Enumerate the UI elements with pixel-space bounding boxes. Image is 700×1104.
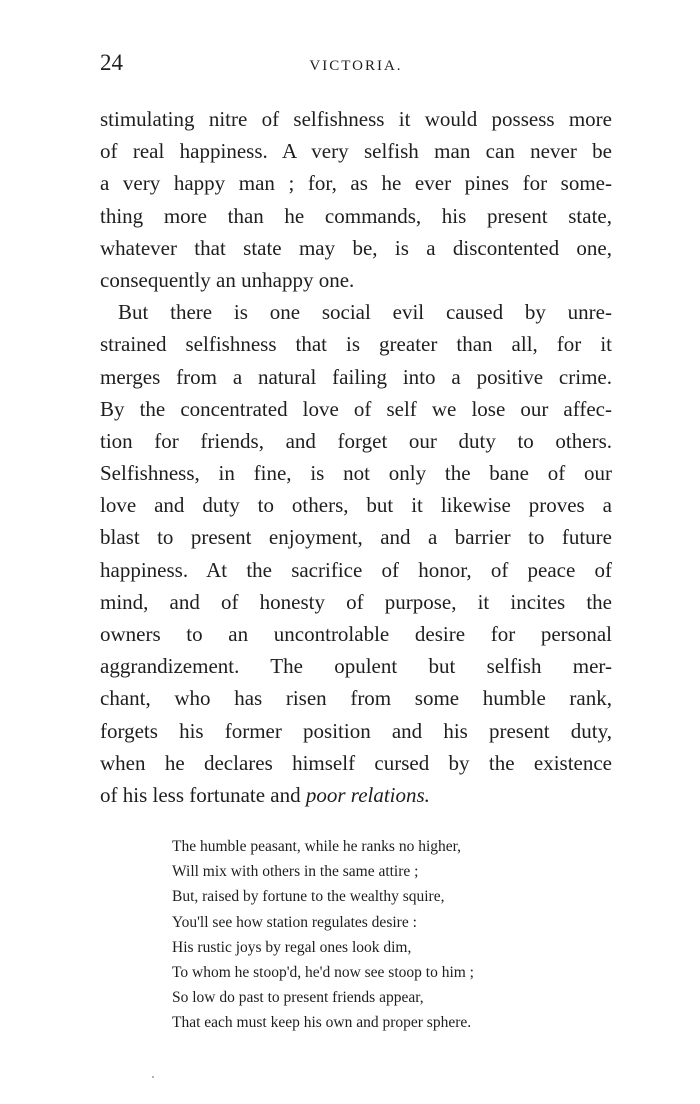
text-line: owners to an uncontrolable desire for personal bbox=[100, 622, 612, 646]
text-line: chant, who has risen from some humble rank, bbox=[100, 686, 612, 711]
paragraph-1 bbox=[100, 103, 612, 296]
running-title: VICTORIA. bbox=[309, 58, 403, 74]
verse-line: But, raised by fortune to the wealthy squire, bbox=[172, 888, 445, 906]
paper-speck bbox=[152, 1076, 154, 1078]
text-line: consequently an unhappy one. bbox=[100, 267, 355, 292]
text-line: mind, and of honesty of purpose, it incites the bbox=[100, 589, 612, 614]
verse-line: So low do past to present friends appear, bbox=[172, 989, 424, 1007]
text-line-final bbox=[100, 779, 612, 811]
text-line: love and duty to others, but it likewise proves a bbox=[100, 493, 612, 518]
verse-line: You'll see how station regulates desire : bbox=[172, 913, 417, 931]
verse-block bbox=[172, 834, 552, 1036]
text-line: aggrandizement. The opulent but selfish mer- bbox=[100, 654, 612, 679]
verse-line: That each must keep his own and proper sphere. bbox=[172, 1014, 472, 1032]
text-line: tion for friends, and forget our duty to others. bbox=[100, 428, 612, 453]
text-line: of real happiness. A very selfish man can never be bbox=[100, 139, 612, 164]
verse-line: To whom he stoop'd, he'd now see stoop to him ; bbox=[172, 963, 474, 981]
text-line: when he declares himself cursed by the existence bbox=[100, 750, 612, 775]
body-text bbox=[100, 103, 612, 811]
paragraph-2 bbox=[100, 296, 612, 811]
italic-phrase: poor relations. bbox=[305, 782, 430, 807]
text-line: blast to present enjoyment, and a barrier to future bbox=[100, 525, 612, 550]
text-line: happiness. At the sacrifice of honor, of peace of bbox=[100, 557, 612, 582]
text-line: a very happy man ; for, as he ever pines for some- bbox=[100, 171, 612, 196]
verse-line: Will mix with others in the same attire ; bbox=[172, 863, 419, 881]
text-line: whatever that state may be, is a discontented one, bbox=[100, 235, 612, 260]
text-line: strained selfishness that is greater than all, for it bbox=[100, 332, 612, 357]
final-line-lead: of his less fortunate and bbox=[100, 782, 306, 807]
page-header bbox=[100, 50, 612, 82]
text-line: stimulating nitre of selfishness it would possess more bbox=[100, 107, 612, 131]
text-line: Selfishness, in fine, is not only the bane of our bbox=[100, 461, 612, 486]
text-line: By the concentrated love of self we lose our affec- bbox=[100, 396, 612, 421]
text-line: But there is one social evil caused by unre- bbox=[118, 300, 612, 325]
text-line: merges from a natural failing into a positive crime. bbox=[100, 364, 612, 389]
text-line: forgets his former position and his present duty, bbox=[100, 718, 612, 743]
text-line: thing more than he commands, his present state, bbox=[100, 203, 612, 228]
verse-line: His rustic joys by regal ones look dim, bbox=[172, 938, 412, 956]
page-number: 24 bbox=[100, 50, 123, 75]
verse-line: The humble peasant, while he ranks no higher, bbox=[172, 838, 462, 855]
